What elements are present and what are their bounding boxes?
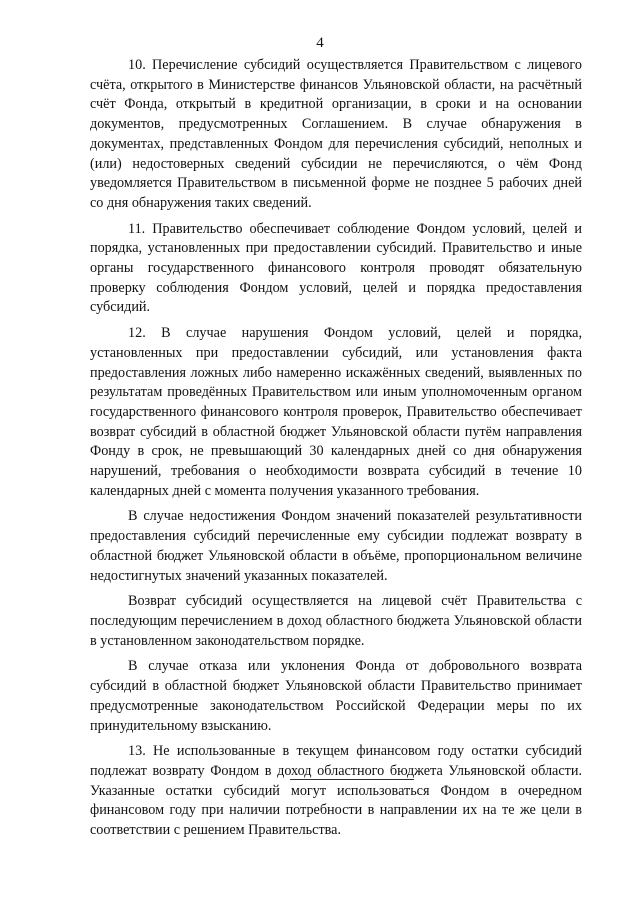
paragraph-12: 12. В случае нарушения Фондом условий, целей и порядка, установленных при предоставлении субсидий, или установления факта предоставления ложных либо намеренно искажённых сведений, выявленных по результатам проведённых Правительством или иным уполномоченным органом государственного финансового контроля проверок, Правительство обеспечивает возврат субсидий в областной бюджет Ульяновской области путём направления Фонду в срок, не превышающий 30 календарных дней со дня обнаружения нарушений, требования о необходимости возврата субсидий в течение 10 календарных дней с момента получения указанного требования.	[90, 325, 582, 499]
paragraph-11: 11. Правительство обеспечивает соблюдение Фондом условий, целей и порядка, установленных при предоставлении субсидий. Правительство и иные органы государственного финансового контроля проводят обязательную проверку соблюдения Фондом условий, целей и порядка предоставления субсидий.	[90, 220, 582, 316]
document-body	[90, 56, 582, 847]
paragraph-12-refusal: В случае отказа или уклонения Фонда от добровольного возврата субсидий в областной бюджет Ульяновской области Правительство принимает предусмотренные законодательством Российской Федерации меры по их принудительному взысканию.	[90, 658, 582, 734]
paragraph-12-nonachievement: В случае недостижения Фондом значений показателей результативности предоставления субсидий перечисленные ему субсидии подлежат возврату в областной бюджет Ульяновской области в объёме, пропорциональном величине недостигнутых значений указанных показателей.	[90, 508, 582, 584]
paragraph-12-return: Возврат субсидий осуществляется на лицевой счёт Правительства с последующим перечислением в доход областного бюджета Ульяновской области в установленном законодательством порядке.	[90, 593, 582, 649]
paragraph-10: 10. Перечисление субсидий осуществляется Правительством с лицевого счёта, открытого в Министерстве финансов Ульяновской области, на расчётный счёт Фонда, открытый в кредитной организации, в сроки и на основании документов, предусмотренных Соглашением. В случае обнаружения в документах, представленных Фондом для перечисления субсидий, неполных и (или) недостоверных сведений субсидии не перечисляются, о чём Фонд уведомляется Правительством в письменной форме не позднее 5 рабочих дней со дня обнаружения таких сведений.	[90, 57, 582, 211]
paragraph-13: 13. Не использованные в текущем финансовом году остатки субсидий подлежат возврату Фондом в доход областного бюджета Ульяновской области. Указанные остатки субсидий могут использоваться Фондом в очередном финансовом году при наличии потребности в направлении их на те же цели в соответствии с решением Правительства.	[90, 743, 582, 839]
end-of-document-line	[290, 779, 414, 780]
page-number: 4	[316, 35, 324, 51]
